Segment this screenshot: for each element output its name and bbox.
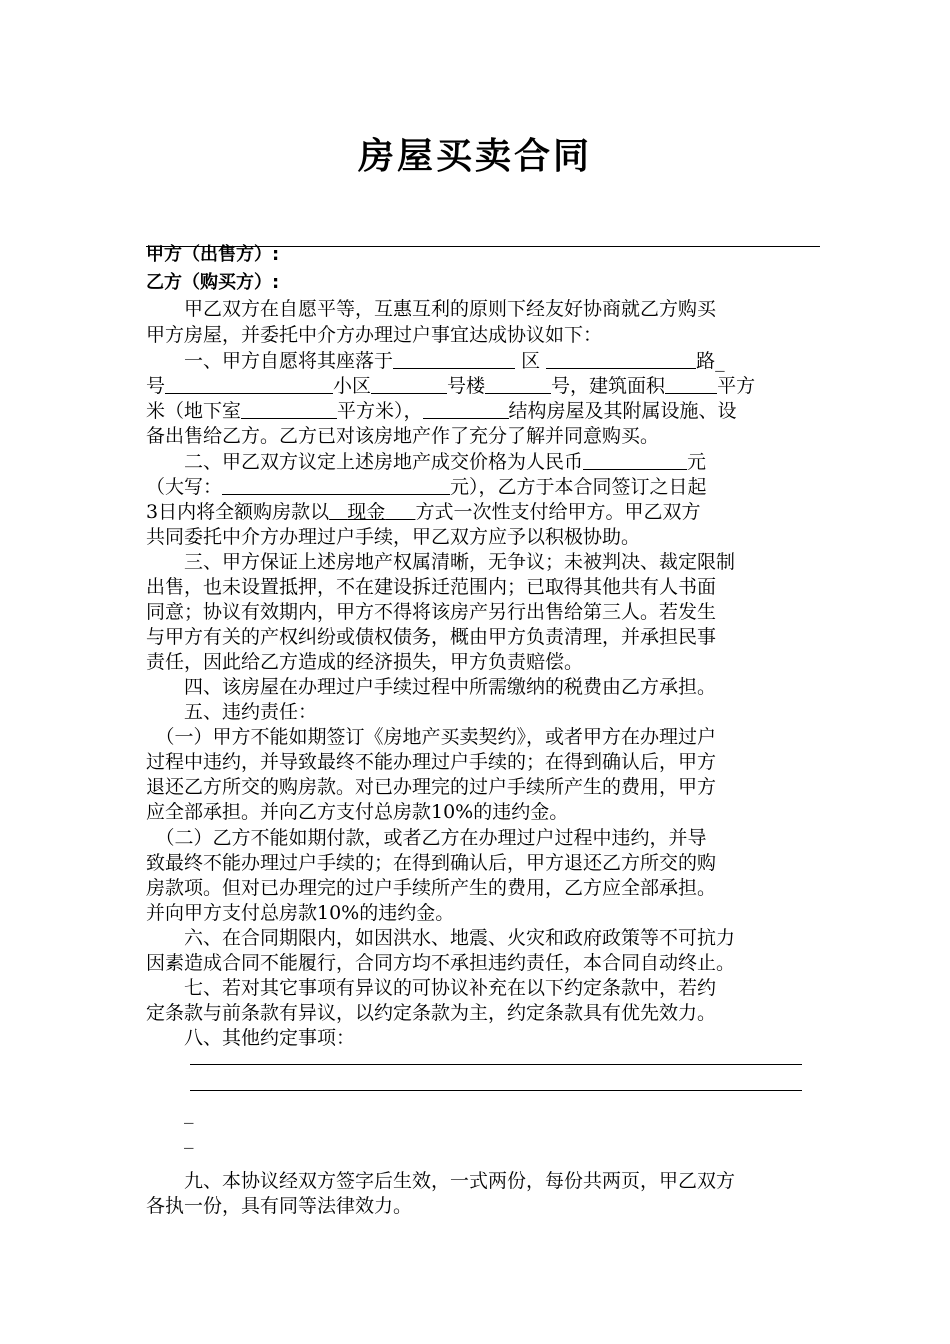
clause-5-2-line-1: （二）乙方不能如期付款，或者乙方在办理过户过程中违约，并导 [146, 827, 707, 849]
clause-5-2-line-3: 房款项。但对已办理完的过户手续所产生的费用，乙方应全部承担。 [146, 877, 717, 899]
clause-9-line-2: 各执一份，具有同等法律效力。 [146, 1195, 413, 1217]
clause-5-1-line-1: （一）甲方不能如期签订《房地产买卖契约》，或者甲方在办理过户 [146, 726, 717, 748]
clause-3-line-4: 与甲方有关的产权纠纷或债权债务，概由甲方负责清理，并承担民事 [146, 626, 717, 648]
document-title: 房屋买卖合同 [357, 136, 592, 177]
clause-intro-line-2: 甲方房屋，并委托中介方办理过户事宜达成协议如下： [146, 324, 603, 346]
clause-3-line-1: 三、甲方保证上述房地产权属清晰，无争议；未被判决、裁定限制 [146, 551, 736, 573]
clause-2-line-2: （大写： 元），乙方于本合同签订之日起 [146, 476, 707, 498]
road-field[interactable] [546, 348, 696, 369]
clause-5-1-line-3: 退还乙方所交的购房款。对已办理完的过户手续所产生的费用，甲方 [146, 776, 717, 798]
clause-1-line-3: 米（地下室 平方米）， 结构房屋及其附属设施、设 [146, 400, 737, 422]
payment-method-field[interactable]: 现金 [347, 501, 386, 523]
clause-2-line-4: 共同委托中介方办理过户手续，甲乙双方应予以积极协助。 [146, 526, 641, 548]
clause-3-line-5: 责任，因此给乙方造成的经济损失，甲方负责赔偿。 [146, 651, 584, 673]
clause-1-line-1: 一、甲方自愿将其座落于 区 路_ [146, 350, 725, 372]
house-number-field[interactable] [165, 373, 333, 394]
clause-2-line-3: 3日内将全额购房款以 现金 方式一次性支付给甲方。甲乙双方 [146, 501, 701, 523]
clause-6-line-2: 因素造成合同不能履行，合同方均不承担违约责任，本合同自动终止。 [146, 952, 736, 974]
price-in-words-field[interactable] [222, 474, 450, 495]
clause-6-line-1: 六、在合同期限内，如因洪水、地震、火灾和政府政策等不可抗力 [146, 927, 736, 949]
clause-1-line-2: 号 小区 号楼 号，建筑面积 平方 [146, 375, 756, 397]
clause-3-line-2: 出售，也未设置抵押，不在建设拆迁范围内；已取得其他共有人书面 [146, 576, 717, 598]
clause-5-2-line-4: 并向甲方支付总房款10%的违约金。 [146, 902, 455, 924]
building-field[interactable] [485, 373, 551, 394]
party-b-label: 乙方（购买方）: [146, 272, 280, 293]
other-terms-line-1[interactable] [190, 1064, 802, 1065]
clause-5-1-line-2: 过程中违约，并导致最终不能办理过户手续的；在得到确认后，甲方 [146, 751, 717, 773]
district-field[interactable] [393, 348, 515, 369]
clause-9-line-1: 九、本协议经双方签字后生效，一式两份，每份共两页，甲乙双方 [146, 1170, 736, 1192]
clause-4-line-1: 四、该房屋在办理过户手续过程中所需缴纳的税费由乙方承担。 [146, 676, 717, 698]
other-terms-line-2[interactable] [190, 1090, 802, 1091]
price-field[interactable] [583, 449, 687, 470]
clause-2-line-1: 二、甲乙双方议定上述房地产成交价格为人民币 元 [146, 451, 707, 473]
basement-area-field[interactable] [241, 398, 337, 419]
clause-5-2-line-2: 致最终不能办理过户手续的；在得到确认后，甲方退还乙方所交的购 [146, 852, 717, 874]
community-field[interactable] [371, 373, 447, 394]
clause-1-line-4: 备出售给乙方。乙方已对该房地产作了充分了解并同意购买。 [146, 425, 660, 447]
clause-8-heading: 八、其他约定事项： [146, 1027, 356, 1049]
other-terms-line-4[interactable]: _ [146, 1127, 194, 1149]
other-terms-line-3[interactable]: _ [146, 1102, 194, 1124]
clause-3-line-3: 同意；协议有效期内，甲方不得将该房产另行出售给第三人。若发生 [146, 601, 717, 623]
area-field[interactable] [665, 373, 717, 394]
party-a-label: 甲方（出售方）: [146, 244, 280, 265]
clause-7-line-1: 七、若对其它事项有异议的可协议补充在以下约定条款中，若约 [146, 977, 717, 999]
clause-5-heading: 五、违约责任： [146, 701, 318, 723]
clause-5-1-line-4: 应全部承担。并向乙方支付总房款10%的违约金。 [146, 801, 569, 823]
clause-7-line-2: 定条款与前条款有异议，以约定条款为主，约定条款具有优先效力。 [146, 1002, 717, 1024]
clause-intro-line-1: 甲乙双方在自愿平等，互惠互利的原则下经友好协商就乙方购买 [146, 298, 717, 320]
structure-field[interactable] [423, 398, 509, 419]
